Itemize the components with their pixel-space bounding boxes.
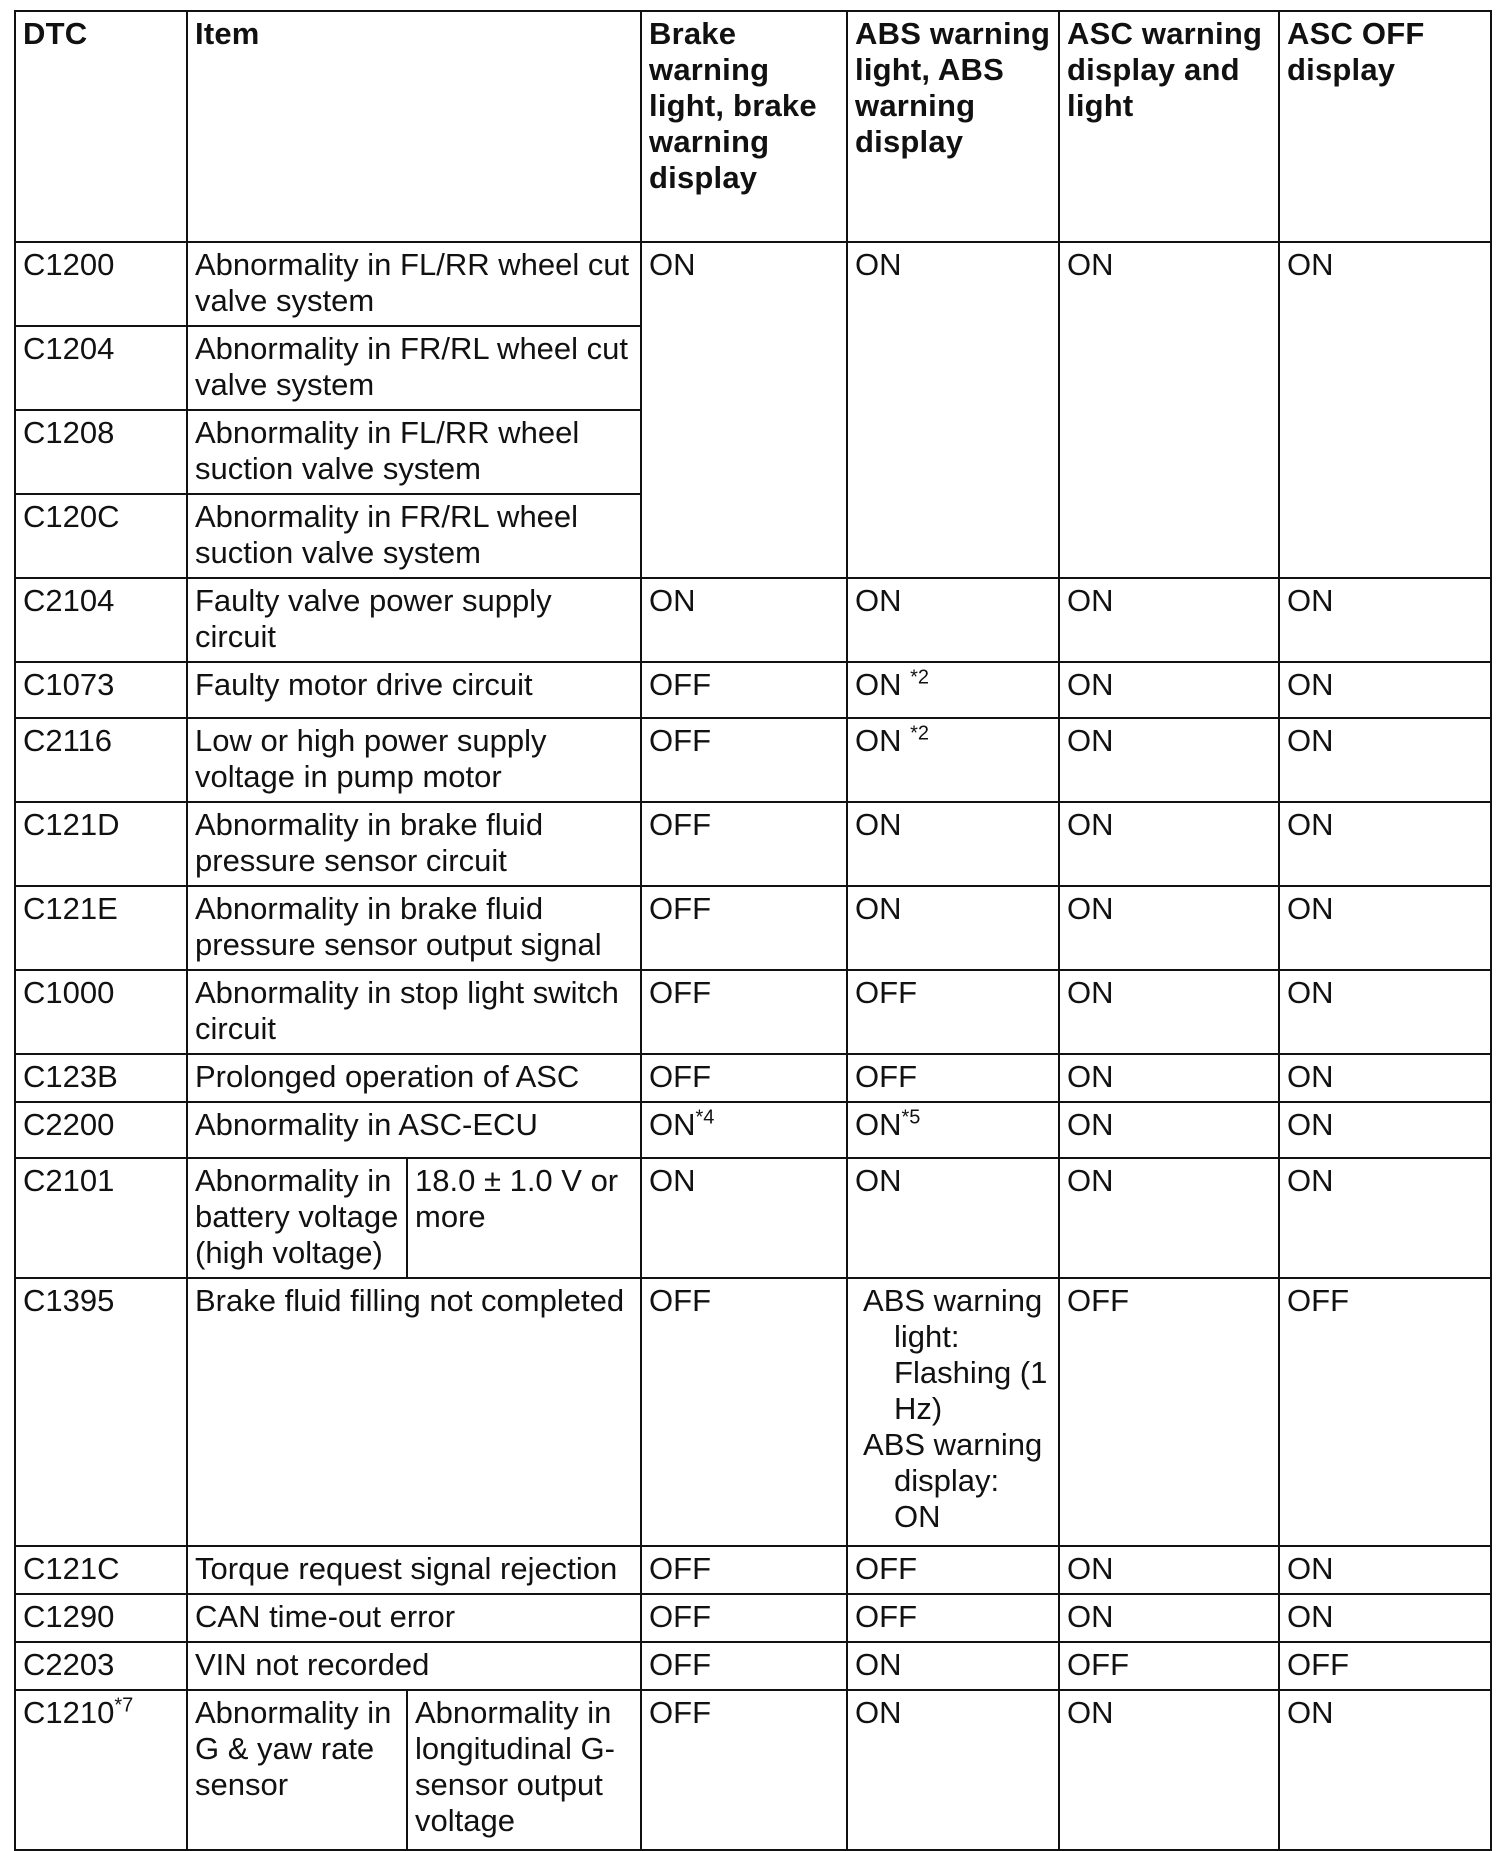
abs-status: ON xyxy=(847,1690,1059,1850)
asc-off-status: ON xyxy=(1279,662,1491,718)
header-brake-warning: Brake warning light, brake warning display xyxy=(641,11,847,242)
table-row xyxy=(15,886,1491,970)
abs-status: OFF xyxy=(847,1054,1059,1102)
asc-off-status: ON xyxy=(1279,970,1491,1054)
item-description: Faulty valve power supply circuit xyxy=(187,578,641,662)
asc-off-status: ON xyxy=(1279,1054,1491,1102)
asc-status: ON xyxy=(1059,886,1279,970)
asc-off-status: ON xyxy=(1279,1690,1491,1850)
asc-status: ON xyxy=(1059,1690,1279,1850)
asc-status: OFF xyxy=(1059,1642,1279,1690)
asc-status: ON xyxy=(1059,662,1279,718)
dtc-code: C123B xyxy=(15,1054,187,1102)
table-row xyxy=(15,1642,1491,1690)
brake-status: OFF xyxy=(641,1278,847,1546)
item-description: Torque request signal rejection xyxy=(187,1546,641,1594)
abs-status-detail xyxy=(855,1283,1051,1535)
table-row xyxy=(15,662,1491,718)
item-description: Abnormality in brake fluid pressure sensor output signal xyxy=(187,886,641,970)
asc-status: ON xyxy=(1059,242,1279,578)
abs-status: ON $^{*2}$ xyxy=(847,662,1059,718)
abs-status: ON xyxy=(847,1158,1059,1278)
table-row xyxy=(15,718,1491,802)
asc-status: ON xyxy=(1059,1102,1279,1158)
dtc-code: C2104 xyxy=(15,578,187,662)
asc-off-status: ON xyxy=(1279,1546,1491,1594)
asc-status: ON xyxy=(1059,1158,1279,1278)
asc-status: ON xyxy=(1059,1054,1279,1102)
dtc-code: C1395 xyxy=(15,1278,187,1546)
asc-off-status: ON xyxy=(1279,1102,1491,1158)
dtc-warning-table xyxy=(14,10,1492,1851)
dtc-code: C1000 xyxy=(15,970,187,1054)
dtc-code: C1290 xyxy=(15,1594,187,1642)
item-description: Abnormality in G & yaw rate sensor xyxy=(187,1690,407,1850)
item-description: Abnormality in FL/RR wheel cut valve system xyxy=(187,242,641,326)
abs-status xyxy=(847,1278,1059,1546)
footnote-ref: *5 xyxy=(901,1106,921,1129)
abs-display-label: ABS warning xyxy=(863,1427,1043,1462)
dtc-code: C120C xyxy=(15,494,187,578)
item-description: Faulty motor drive circuit xyxy=(187,662,641,718)
item-sub-condition: 18.0 ± 1.0 V or more xyxy=(407,1158,641,1278)
item-description: Low or high power supply voltage in pump motor xyxy=(187,718,641,802)
table-row xyxy=(15,1594,1491,1642)
brake-status: ON xyxy=(641,242,847,578)
item-description: Brake fluid filling not completed xyxy=(187,1278,641,1546)
table-row xyxy=(15,1054,1491,1102)
brake-status: OFF xyxy=(641,970,847,1054)
brake-status: ON xyxy=(641,1158,847,1278)
abs-status: ON $^{*2}$ xyxy=(847,718,1059,802)
dtc-code: C1200 xyxy=(15,242,187,326)
dtc-code: C121D xyxy=(15,802,187,886)
asc-status: ON xyxy=(1059,802,1279,886)
item-description: VIN not recorded xyxy=(187,1642,641,1690)
abs-status: ON xyxy=(847,802,1059,886)
footnote-ref: *7 xyxy=(114,1694,134,1717)
footnote-ref: *4 xyxy=(695,1106,715,1129)
item-description: Abnormality in ASC-ECU xyxy=(187,1102,641,1158)
dtc-code: C1210$^{*7}$ xyxy=(15,1690,187,1850)
asc-status: ON xyxy=(1059,1594,1279,1642)
abs-status: ON xyxy=(847,242,1059,578)
header-asc-warning: ASC warning display and light xyxy=(1059,11,1279,242)
item-description: Abnormality in brake fluid pressure sensor circuit xyxy=(187,802,641,886)
abs-display-state: display: ON xyxy=(894,1463,1000,1534)
header-dtc: DTC xyxy=(15,11,187,242)
brake-status: OFF xyxy=(641,1690,847,1850)
header-item: Item xyxy=(187,11,641,242)
header-abs-warning: ABS warning light, ABS warning display xyxy=(847,11,1059,242)
asc-status: OFF xyxy=(1059,1278,1279,1546)
brake-status: OFF xyxy=(641,886,847,970)
abs-status: ON xyxy=(847,578,1059,662)
table-row xyxy=(15,242,1491,326)
item-description: Abnormality in FR/RL wheel cut valve system xyxy=(187,326,641,410)
abs-light-label: ABS warning xyxy=(863,1283,1043,1318)
brake-status: OFF xyxy=(641,718,847,802)
asc-off-status: ON xyxy=(1279,578,1491,662)
table-row xyxy=(15,802,1491,886)
dtc-code: C121E xyxy=(15,886,187,970)
asc-status: ON xyxy=(1059,1546,1279,1594)
dtc-code: C1208 xyxy=(15,410,187,494)
dtc-code: C121C xyxy=(15,1546,187,1594)
abs-status: ON xyxy=(847,886,1059,970)
asc-status: ON xyxy=(1059,578,1279,662)
table-row xyxy=(15,970,1491,1054)
abs-status: OFF xyxy=(847,1546,1059,1594)
abs-status: OFF xyxy=(847,1594,1059,1642)
footnote-ref: *2 xyxy=(910,722,930,745)
asc-status: ON xyxy=(1059,718,1279,802)
asc-status: ON xyxy=(1059,970,1279,1054)
table-row xyxy=(15,1158,1491,1278)
dtc-code: C1073 xyxy=(15,662,187,718)
dtc-code: C1204 xyxy=(15,326,187,410)
asc-off-status: OFF xyxy=(1279,1642,1491,1690)
dtc-code: C2116 xyxy=(15,718,187,802)
brake-status: OFF xyxy=(641,1594,847,1642)
asc-off-status: ON xyxy=(1279,1158,1491,1278)
table-row xyxy=(15,1102,1491,1158)
brake-status: OFF xyxy=(641,802,847,886)
brake-status: OFF xyxy=(641,1642,847,1690)
header-asc-off: ASC OFF display xyxy=(1279,11,1491,242)
abs-status: ON xyxy=(847,1642,1059,1690)
asc-off-status: ON xyxy=(1279,886,1491,970)
header-row xyxy=(15,11,1491,242)
asc-off-status: ON xyxy=(1279,802,1491,886)
brake-status: OFF xyxy=(641,662,847,718)
asc-off-status: ON xyxy=(1279,1594,1491,1642)
item-description: Prolonged operation of ASC xyxy=(187,1054,641,1102)
table-row xyxy=(15,578,1491,662)
abs-light-state: light: Flashing (1 Hz) xyxy=(894,1319,1048,1426)
footnote-ref: *2 xyxy=(910,666,930,689)
item-description: Abnormality in FL/RR wheel suction valve system xyxy=(187,410,641,494)
brake-status: OFF xyxy=(641,1546,847,1594)
table-row xyxy=(15,1278,1491,1546)
dtc-code: C2101 xyxy=(15,1158,187,1278)
brake-status: ON$^{*4}$ xyxy=(641,1102,847,1158)
item-description: CAN time-out error xyxy=(187,1594,641,1642)
dtc-code: C2203 xyxy=(15,1642,187,1690)
asc-off-status: ON xyxy=(1279,242,1491,578)
asc-off-status: OFF xyxy=(1279,1278,1491,1546)
brake-status: OFF xyxy=(641,1054,847,1102)
abs-status: ON$^{*5}$ xyxy=(847,1102,1059,1158)
table-row xyxy=(15,1546,1491,1594)
item-description: Abnormality in battery voltage (high voltage) xyxy=(187,1158,407,1278)
asc-off-status: ON xyxy=(1279,718,1491,802)
table-row xyxy=(15,1690,1491,1850)
brake-status: ON xyxy=(641,578,847,662)
dtc-code: C2200 xyxy=(15,1102,187,1158)
item-description: Abnormality in stop light switch circuit xyxy=(187,970,641,1054)
item-sub-condition: Abnormality in longitudinal G-sensor output voltage xyxy=(407,1690,641,1850)
abs-status: OFF xyxy=(847,970,1059,1054)
item-description: Abnormality in FR/RL wheel suction valve system xyxy=(187,494,641,578)
